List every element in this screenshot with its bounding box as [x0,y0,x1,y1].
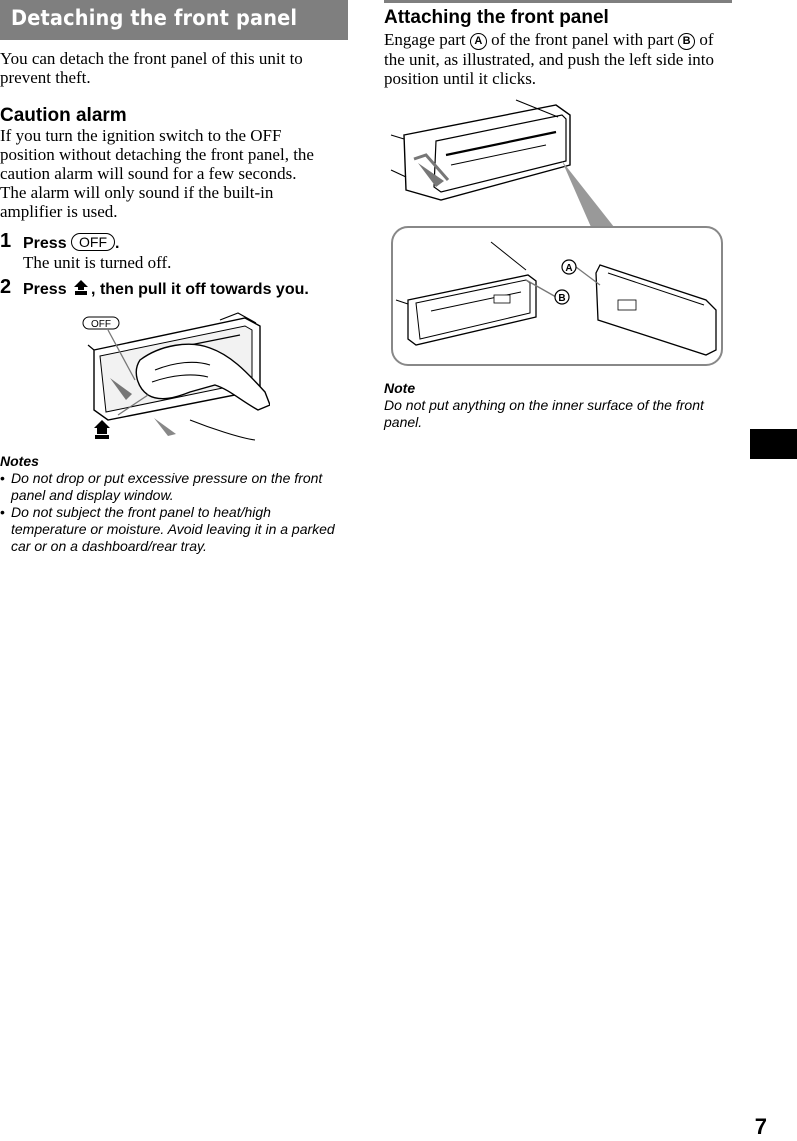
part-b-marker: B [678,33,695,50]
notes-list [0,470,347,555]
attach-heading: Attaching the front panel [384,7,609,28]
section-tab [750,429,797,459]
step-1-instruction: Press OFF . [23,234,120,252]
part-a-marker: A [470,33,487,50]
step-2-number: 2 [0,276,12,298]
attach-illustration [386,95,731,370]
figure-label-a: A [565,263,573,274]
detach-illustration [80,310,270,445]
step-2-instruction: Press , then pull it off towards you. [23,281,309,298]
step-1-result: The unit is turned off. [23,253,172,272]
step-1-number: 1 [0,230,12,252]
section-title: Detaching the front panel [11,6,298,30]
top-rule [384,0,732,3]
notes-heading: Notes [0,453,39,469]
off-key: OFF [71,233,115,251]
list-item: • Do not drop or put excessive pressure on the front panel and display window. [0,470,323,503]
caution-paragraph: If you turn the ignition switch to the OFF position without detaching the front panel, the caution alarm will sound for a few seconds. The alarm will only sound if the built-in amplifier is used. [0,126,314,221]
page-number: 7 [754,1114,767,1139]
list-item: • Do not subject the front panel to heat/high temperature or moisture. Avoid leaving it in a parked car or on a dashboard/rear tray. [0,504,335,554]
off-callout-label: OFF [91,319,111,330]
intro-paragraph: You can detach the front panel of this unit to prevent theft. [0,49,303,87]
note-text: Do not put anything on the inner surface of the front panel. [384,397,704,430]
section-banner [0,0,348,40]
figure-label-b: B [558,293,566,304]
release-icon [72,279,90,296]
caution-heading: Caution alarm [0,105,127,126]
attach-paragraph: Engage part A of the front panel with part B of the unit, as illustrated, and push the left side into position until it clicks. [384,30,715,88]
note-heading: Note [384,380,416,396]
